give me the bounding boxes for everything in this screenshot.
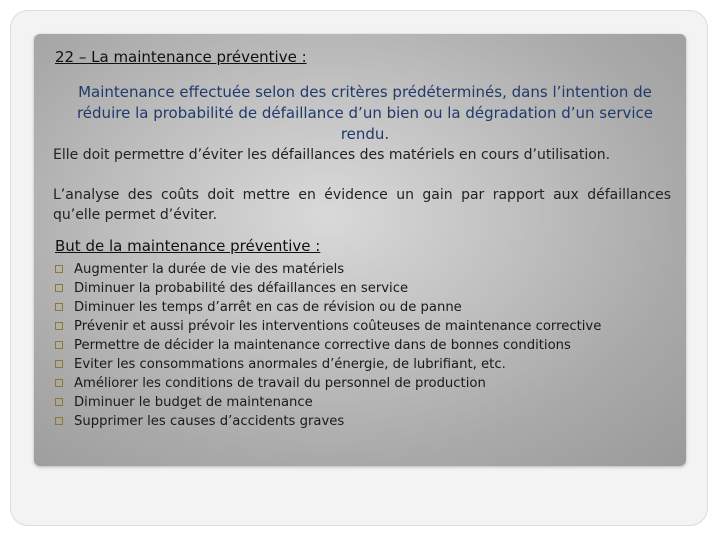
list-item bbox=[55, 260, 675, 279]
goal-text: Diminuer les temps d’arrêt en cas de révision ou de panne bbox=[74, 300, 462, 315]
goal-text: Augmenter la durée de vie des matériels bbox=[74, 262, 345, 277]
checkbox-bullet-icon bbox=[55, 379, 63, 387]
list-item bbox=[55, 317, 675, 336]
goals-title: But de la maintenance préventive : bbox=[55, 237, 321, 255]
paragraph-usage: Elle doit permettre d’éviter les défaillances des matériels en cours d’utilisation. bbox=[53, 147, 611, 163]
goal-text: Améliorer les conditions de travail du personnel de production bbox=[74, 376, 486, 391]
goal-text: Permettre de décider la maintenance corrective dans de bonnes conditions bbox=[74, 338, 571, 353]
checkbox-bullet-icon bbox=[55, 360, 63, 368]
goal-text: Diminuer la probabilité des défaillances en service bbox=[74, 281, 409, 296]
checkbox-bullet-icon bbox=[55, 398, 63, 406]
goals-list bbox=[55, 260, 675, 431]
list-item bbox=[55, 393, 675, 412]
list-item bbox=[55, 374, 675, 393]
section-title: 22 – La maintenance préventive : bbox=[55, 48, 307, 66]
goal-text: Eviter les consommations anormales d’énergie, de lubrifiant, etc. bbox=[74, 357, 506, 372]
list-item bbox=[55, 279, 675, 298]
paragraph-cost-analysis: L’analyse des coûts doit mettre en évidence un gain par rapport aux défaillances qu’elle permet d’éviter. bbox=[53, 187, 671, 223]
checkbox-bullet-icon bbox=[55, 265, 63, 273]
list-item bbox=[55, 298, 675, 317]
goal-text: Diminuer le budget de maintenance bbox=[74, 395, 313, 410]
list-item bbox=[55, 336, 675, 355]
list-item bbox=[55, 355, 675, 374]
goal-text: Supprimer les causes d’accidents graves bbox=[74, 414, 345, 429]
definition-text: Maintenance effectuée selon des critères prédéterminés, dans l’intention de réduire la probabilité de défaillance d’un bien ou la dégradation d’un service rendu. bbox=[76, 83, 654, 143]
checkbox-bullet-icon bbox=[55, 284, 63, 292]
checkbox-bullet-icon bbox=[55, 303, 63, 311]
checkbox-bullet-icon bbox=[55, 417, 63, 425]
goal-text: Prévenir et aussi prévoir les interventions coûteuses de maintenance corrective bbox=[74, 319, 602, 334]
checkbox-bullet-icon bbox=[55, 341, 63, 349]
list-item bbox=[55, 412, 675, 431]
checkbox-bullet-icon bbox=[55, 322, 63, 330]
